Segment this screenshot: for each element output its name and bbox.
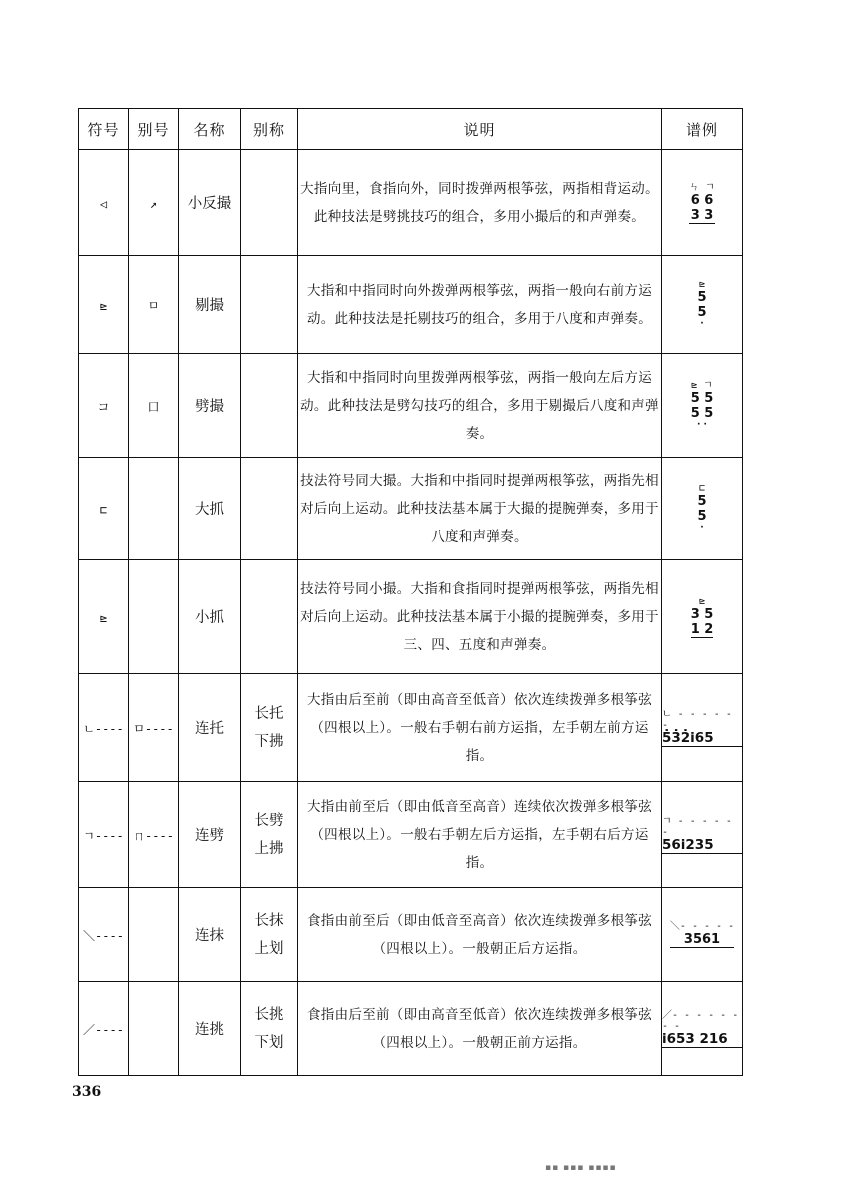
table-row xyxy=(79,458,743,560)
technique-symbol-icon: ⊏ xyxy=(99,503,108,517)
technique-description: 大指和中指同时向外拨弹两根筝弦，两指一般向右前方运动。此种技法是托剔技巧的组合，多用于八度和声弹奏。 xyxy=(298,256,662,354)
alias-cell xyxy=(241,982,298,1076)
score-example xyxy=(697,279,706,329)
header-name: 名称 xyxy=(179,109,241,150)
technique-symbol-icon: ㄱ---- xyxy=(83,829,124,843)
technique-description: 大指由后至前（即由高音至低音）依次连续拨弹多根筝弦（四根以上）。一般右手朝右前方运指，左手朝左前方运指。 xyxy=(298,674,662,782)
header-alias: 别称 xyxy=(241,109,298,150)
alt-symbol-cell xyxy=(129,150,179,256)
footer-mark: ▪▪ ▪▪▪ ▪▪▪▪ xyxy=(545,1163,617,1173)
octave-dots: · · xyxy=(697,420,707,430)
symbol-cell xyxy=(79,150,129,256)
technique-name: 小抓 xyxy=(179,560,241,674)
technique-description: 食指由前至后（即由低音至高音）依次连续拨弹多根筝弦（四根以上）。一般朝正后方运指。 xyxy=(298,888,662,982)
score-example-cell xyxy=(662,354,743,458)
score-example-cell xyxy=(662,150,743,256)
technique-description: 大指和中指同时向里拨弹两根筝弦，两指一般向左后方运动。此种技法是劈勾技巧的组合，多用于剔撮后八度和声弹奏。 xyxy=(298,354,662,458)
technique-name: 连托 xyxy=(179,674,241,782)
alt-symbol-cell xyxy=(129,458,179,560)
symbol-cell xyxy=(79,982,129,1076)
score-notes: 5 5 xyxy=(690,406,714,421)
symbol-cell xyxy=(79,888,129,982)
alias-line: 上划 xyxy=(254,940,284,957)
table-row xyxy=(79,354,743,458)
score-example xyxy=(662,816,742,854)
alt-symbol-icon: ㅁ xyxy=(147,299,160,313)
score-notes: 3 5 xyxy=(690,606,714,622)
page-number: 336 xyxy=(72,1084,102,1100)
score-mark-icon: ⊏ xyxy=(698,483,705,494)
score-mark-icon: ㄣ ㄱ xyxy=(689,181,715,193)
score-notes: 1 2 xyxy=(690,621,714,637)
score-notes: 5 xyxy=(697,509,707,524)
header-description: 说明 xyxy=(298,109,662,150)
alias-cell xyxy=(241,782,298,888)
score-example xyxy=(662,709,742,747)
technique-symbol-icon: ＼---- xyxy=(83,929,124,943)
alias-line: 上拂 xyxy=(254,840,284,857)
alt-symbol-cell xyxy=(129,560,179,674)
octave-dots: · xyxy=(700,523,704,533)
symbol-cell xyxy=(79,782,129,888)
table-row xyxy=(79,674,743,782)
technique-name: 剔撮 xyxy=(179,256,241,354)
technique-symbol-icon: ◁ xyxy=(99,197,108,211)
score-mark-icon: ＼- - - - - xyxy=(669,921,735,932)
symbol-cell xyxy=(79,256,129,354)
technique-description: 大指向里，食指向外，同时拨弹两根筝弦，两指相背运动。此种技法是劈挑技巧的组合，多用小撮后的和声弹奏。 xyxy=(298,150,662,256)
technique-name: 连挑 xyxy=(179,982,241,1076)
technique-name: 劈撮 xyxy=(179,354,241,458)
table-row xyxy=(79,150,743,256)
table-row xyxy=(79,982,743,1076)
alt-symbol-cell xyxy=(129,256,179,354)
alias-cell xyxy=(241,150,298,256)
table-row xyxy=(79,782,743,888)
score-example-cell xyxy=(662,888,743,982)
technique-symbol-icon: ⊵ xyxy=(99,611,108,625)
symbol-cell xyxy=(79,354,129,458)
score-example-cell xyxy=(662,256,743,354)
table-row xyxy=(79,256,743,354)
alias-cell xyxy=(241,674,298,782)
alias-cell xyxy=(241,354,298,458)
score-mark-icon: ⊵ xyxy=(698,595,706,607)
technique-name: 连劈 xyxy=(179,782,241,888)
score-mark-icon: ⊵ xyxy=(698,279,705,290)
score-example-cell xyxy=(662,782,743,888)
score-mark-icon: ㄱ - - - - - - xyxy=(662,815,732,838)
technique-description: 食指由后至前（即由高音至低音）依次连续拨弹多根筝弦（四根以上）。一般朝正前方运指。 xyxy=(298,982,662,1076)
alias-cell xyxy=(241,256,298,354)
technique-description: 技法符号同小撮。大指和食指同时提弹两根筝弦，两指先相对后向上运动。此种技法基本属于小撮的提腕弹奏，多用于三、四、五度和声弹奏。 xyxy=(298,560,662,674)
score-example xyxy=(697,483,706,533)
score-example xyxy=(691,596,714,638)
score-example-cell xyxy=(662,458,743,560)
score-notes: 5 xyxy=(697,305,707,320)
table-header-row xyxy=(79,109,743,150)
technique-symbol-icon: ㄴ---- xyxy=(83,722,124,736)
score-example xyxy=(670,921,734,948)
score-notes: 5̇3̇2̇i65 xyxy=(662,731,742,747)
score-mark-icon: ⊵ ㄱ xyxy=(691,380,713,391)
score-example xyxy=(691,380,714,430)
score-notes: i653 216 xyxy=(662,1032,742,1048)
header-example: 谱例 xyxy=(662,109,743,150)
score-mark-icon: ／- - - - - - - - xyxy=(662,1009,739,1032)
symbol-cell xyxy=(79,458,129,560)
alt-symbol-cell xyxy=(129,888,179,982)
score-notes: 5 xyxy=(697,494,707,509)
alias-cell xyxy=(241,888,298,982)
alias-line: 下拂 xyxy=(254,733,284,750)
alt-symbol-cell xyxy=(129,674,179,782)
technique-name: 小反撮 xyxy=(179,150,241,256)
score-notes: 56i235 xyxy=(662,838,742,854)
table-row xyxy=(79,888,743,982)
alias-line: 长挑 xyxy=(254,1006,284,1023)
alias-line: 长劈 xyxy=(254,812,284,829)
alias-cell xyxy=(241,458,298,560)
score-example xyxy=(689,182,715,224)
score-notes: 3 3 xyxy=(690,207,714,223)
alias-line: 长抹 xyxy=(254,912,284,929)
technique-symbol-icon: コ xyxy=(97,400,110,414)
score-example-cell xyxy=(662,982,743,1076)
technique-symbol-icon: ／---- xyxy=(83,1023,124,1037)
technique-description: 技法符号同大撮。大指和中指同时提弹两根筝弦，两指先相对后向上运动。此种技法基本属于大撮的提腕弹奏，多用于八度和声弹奏。 xyxy=(298,458,662,560)
score-example xyxy=(662,1010,742,1048)
alias-line: 长托 xyxy=(254,705,284,722)
alias-line: 下划 xyxy=(254,1034,284,1051)
alt-symbol-cell xyxy=(129,982,179,1076)
technique-name: 大抓 xyxy=(179,458,241,560)
symbol-cell xyxy=(79,560,129,674)
score-notes: 5 5 xyxy=(690,391,714,406)
alt-symbol-icon: ㅁ---- xyxy=(133,722,174,736)
alias-cell xyxy=(241,560,298,674)
alt-symbol-icon: ↗ xyxy=(149,197,158,211)
octave-dots: · xyxy=(700,319,704,329)
symbol-cell xyxy=(79,674,129,782)
score-notes: 3561 xyxy=(670,932,734,948)
header-symbol: 符号 xyxy=(79,109,129,150)
header-alt-symbol: 别号 xyxy=(129,109,179,150)
score-notes: 6 6 xyxy=(690,192,714,208)
alt-symbol-cell xyxy=(129,354,179,458)
score-mark-icon: ㄴ - - - - - - xyxy=(662,708,732,731)
table-row xyxy=(79,560,743,674)
score-example-cell xyxy=(662,560,743,674)
table-body xyxy=(79,150,743,1076)
technique-table xyxy=(78,108,743,1076)
technique-symbol-icon: ⊵ xyxy=(99,299,108,313)
score-example-cell xyxy=(662,674,743,782)
technique-name: 连抹 xyxy=(179,888,241,982)
alt-symbol-icon: 口 xyxy=(147,400,160,414)
score-notes: 5 xyxy=(697,290,707,305)
technique-description: 大指由前至后（即由低音至高音）连续依次拨弹多根筝弦（四根以上）。一般右手朝左后方运指，左手朝右后方运指。 xyxy=(298,782,662,888)
alt-symbol-cell xyxy=(129,782,179,888)
alt-symbol-icon: ㄇ---- xyxy=(133,829,174,843)
